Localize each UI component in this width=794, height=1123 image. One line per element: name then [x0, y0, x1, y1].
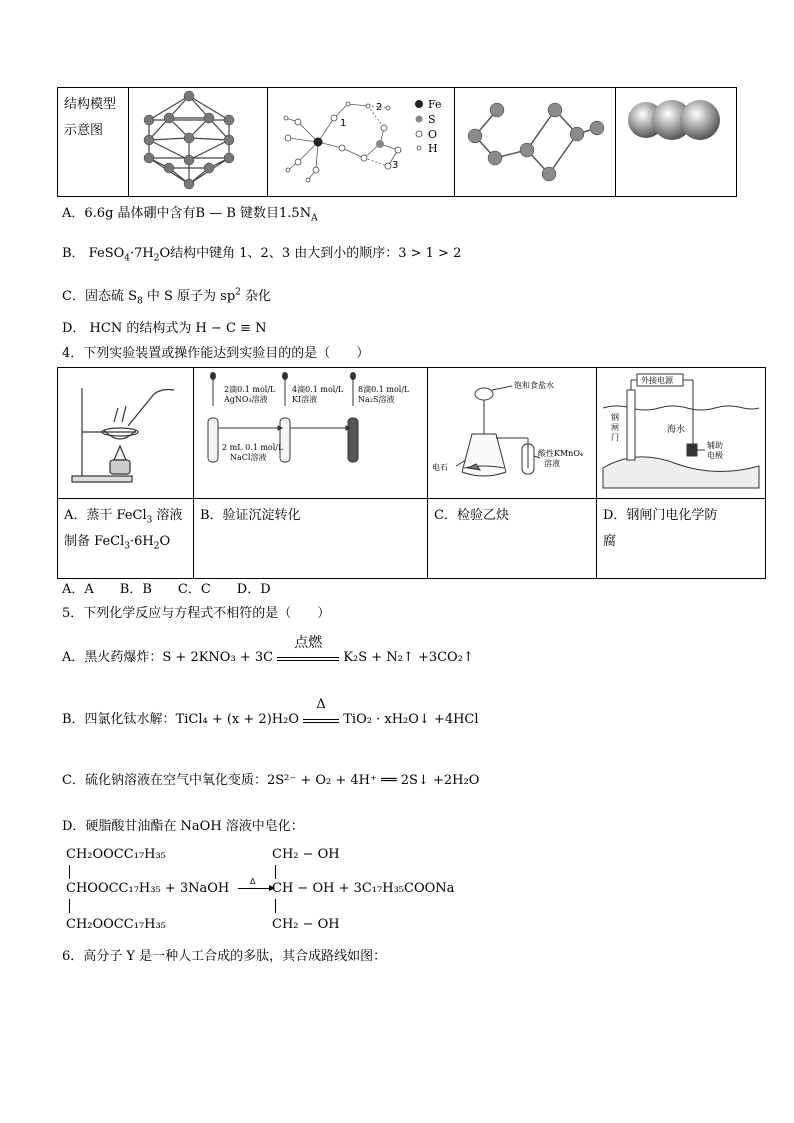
- label-nacl-amount: 2 mL 0.1 mol/L: [222, 443, 284, 452]
- q4-caption-d-line2: 腐: [603, 534, 617, 549]
- saponification-equation: [66, 846, 486, 936]
- structure-label-cell: [58, 88, 129, 197]
- feso4-structure-cell: [268, 88, 455, 197]
- d-arrow-condition: Δ: [250, 877, 256, 886]
- label-aux-1: 辅助: [707, 441, 723, 450]
- s8-ring-image: [455, 88, 615, 192]
- q4-caption-d: [597, 499, 766, 579]
- d-row2-right: CH − OH + 3C₁₇H₃₅COONa: [272, 881, 455, 896]
- hcn-structure-cell: [616, 88, 737, 197]
- d-row3-right: CH₂ − OH: [272, 917, 340, 932]
- d-row1-left: CH₂OOCC₁₇H₃₅: [66, 847, 166, 862]
- label-brine: 饱和食盐水: [514, 381, 554, 390]
- label-aux-2: 电极: [707, 451, 723, 460]
- label-gate-3: 门: [611, 433, 619, 442]
- hcn-space-filling-image: [616, 88, 736, 192]
- d-row1-right: CH₂ − OH: [272, 847, 340, 862]
- angle-1-label: 1: [340, 118, 347, 129]
- q4-experiment-table: [57, 367, 766, 579]
- boron-icosahedron-image: [129, 88, 267, 192]
- label-agno3-amount: 2滴0.1 mol/L: [224, 385, 276, 394]
- q5-option-c: C．硫化钠溶液在空气中氧化变质：2S²⁻ + O₂ + 4H⁺ ══ 2S↓ +2H₂O: [62, 773, 480, 788]
- label-nacl: NaCl溶液: [230, 453, 267, 462]
- label-gate-1: 钢: [611, 413, 619, 422]
- q5-option-b: B．四氯化钛水解：TiCl₄ + (x + 2)H₂O Δ TiO₂ · xH₂O↓ +4HCl: [62, 697, 479, 727]
- q3-option-c: C．固态硫 $S_8$ 中 S 原子为 $sp^2$ 杂化: [62, 287, 272, 307]
- label-solution: 溶液: [544, 459, 560, 468]
- label-power-supply: 外接电源: [641, 376, 673, 385]
- d-row3-left: CH₂OOCC₁₇H₃₅: [66, 917, 166, 932]
- sulfur-structure-cell: [455, 88, 616, 197]
- label-kmno4: 酸性KMnO₄: [538, 449, 584, 458]
- boron-structure-cell: [129, 88, 268, 197]
- q4-image-b-cell: [194, 368, 428, 499]
- q3-option-d: D． HCN 的结构式为 H − C ≡ N: [62, 321, 267, 336]
- label-seawater: 海水: [667, 425, 686, 435]
- d-row2-left: CHOOCC₁₇H₃₅ + 3NaOH: [66, 881, 230, 896]
- q4-image-c-cell: [428, 368, 597, 499]
- q4-caption-a-line1: A．蒸干 FeCl$_3$ 溶液: [64, 508, 183, 526]
- q4-caption-a: [58, 499, 194, 579]
- acetylene-test-image: [428, 368, 596, 494]
- q5-option-a: A．黑火药爆炸：S + 2KNO₃ + 3C 点燃 K₂S + N₂↑ +3CO₂↑: [62, 635, 474, 665]
- legend-s: S: [428, 113, 436, 126]
- d-reaction-arrow: [238, 888, 272, 889]
- evaporation-apparatus-image: [58, 368, 193, 494]
- legend-h: H: [428, 142, 438, 155]
- label-ki: KI溶液: [292, 395, 318, 404]
- q4-image-d-cell: [597, 368, 766, 499]
- label-agno3: AgNO₃溶液: [224, 395, 268, 404]
- q3-option-a: A．6.6g 晶体硼中含有B — B 键数目$1.5N_A$: [62, 206, 318, 224]
- legend-fe: Fe: [428, 98, 442, 111]
- q4-answer-options: A．A B．B C．C D．D: [62, 582, 271, 597]
- q6-stem: 6．高分子 Y 是一种人工合成的多肽，其合成路线如图：: [62, 949, 387, 964]
- feso4-structure-image: [268, 88, 454, 192]
- precipitate-conversion-image: [194, 368, 427, 494]
- q5-stem: 5．下列化学反应与方程式不相符的是（ ）: [62, 606, 331, 621]
- q5-option-d: D．硬脂酸甘油酯在 NaOH 溶液中皂化：: [62, 819, 304, 834]
- angle-2-label: 2: [376, 102, 383, 113]
- q4-caption-c: C．检验乙炔: [428, 499, 597, 579]
- structure-table: [57, 87, 737, 197]
- angle-3-label: 3: [392, 160, 399, 171]
- legend-o: O: [428, 128, 438, 141]
- q4-caption-a-line2: 制备 $FeCl_3\cdot 6H_2O$: [64, 534, 171, 552]
- q4-caption-d-line1: D．钢闸门电化学防: [603, 508, 718, 523]
- label-na2s-amount: 8滴0.1 mol/L: [358, 385, 410, 394]
- q4-caption-b: B．验证沉淀转化: [194, 499, 428, 579]
- label-ki-amount: 4滴0.1 mol/L: [292, 385, 344, 394]
- label-na2s: Na₂S溶液: [358, 395, 395, 404]
- label-gate-2: 闸: [611, 423, 619, 432]
- structure-label-line2: 示意图: [64, 123, 104, 138]
- q3-option-b: B． $FeSO_4\cdot 7H_2O$结构中键角 1、2、3 由大到小的顺序：3 > 1 > 2: [62, 246, 462, 264]
- label-calcium-carbide: 电石: [432, 463, 448, 472]
- q4-stem: 4．下列实验装置或操作能达到实验目的的是（ ）: [62, 346, 370, 361]
- q4-image-a-cell: [58, 368, 194, 499]
- sluice-gate-protection-image: [597, 368, 765, 494]
- structure-label-line1: 结构模型: [64, 97, 117, 112]
